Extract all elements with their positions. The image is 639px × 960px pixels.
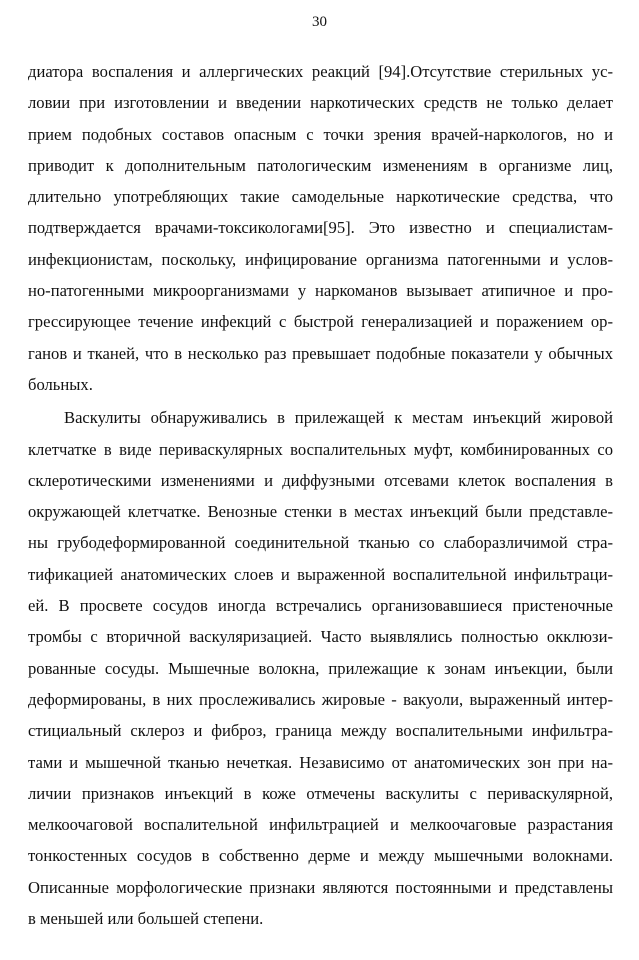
text-line: личии признаков инъекций в коже отмечены васкулиты с периваскулярной,: [28, 783, 613, 803]
text-line: склеротическими изменениями и диффузными отсевами клеток воспаления в: [28, 470, 613, 490]
body-text: [28, 56, 613, 934]
text-line: стициальный склероз и фиброз, граница между воспалительными инфильтра-: [28, 721, 613, 741]
text-line: прием подобных составов опасным с точки зрения врачей-наркологов, но и: [28, 124, 613, 144]
text-line: ганов и тканей, что в несколько раз превышает подобные показатели у обычных: [28, 343, 613, 363]
text-line: ловии при изготовлении и введении наркотических средств не только делает: [28, 93, 613, 113]
text-line: но-патогенными микроорганизмами у наркоманов вызывает атипичное и про-: [28, 281, 613, 301]
paragraph-1: [28, 56, 613, 400]
text-line: деформированы, в них прослеживались жировые - вакуоли, выраженный интер-: [28, 689, 613, 709]
text-line: рованные сосуды. Мышечные волокна, прилежащие к зонам инъекции, были: [28, 658, 613, 678]
text-line: в меньшей или большей степени.: [28, 909, 264, 929]
text-line: грессирующее течение инфекций с быстрой генерализацией и поражением ор-: [28, 312, 613, 332]
text-line: мелкоочаговой воспалительной инфильтрацией и мелкоочаговые разрастания: [28, 815, 613, 835]
text-line: длительно употребляющих такие самодельные наркотические средства, что: [28, 187, 613, 207]
text-line: тонкостенных сосудов в собственно дерме и между мышечными волокнами.: [28, 846, 613, 866]
text-line: больных.: [28, 374, 93, 394]
text-line: диатора воспаления и аллергических реакций [94].Отсутствие стерильных ус-: [28, 62, 613, 81]
text-line: окружающей клетчатке. Венозные стенки в местах инъекций были представле-: [28, 502, 613, 522]
text-line: Описанные морфологические признаки являются постоянными и представлены: [28, 877, 613, 897]
page-number: 30: [312, 14, 327, 30]
text-line: ны грубодеформированной соединительной тканью со слаборазличимой стра-: [28, 533, 613, 553]
text-line: клетчатке в виде периваскулярных воспалительных муфт, комбинированных со: [28, 439, 613, 459]
text-line: тами и мышечной тканью нечеткая. Независимо от анатомических зон при на-: [28, 752, 613, 772]
paragraph-2: [28, 402, 613, 934]
text-line: ей. В просвете сосудов иногда встречались организовавшиеся пристеночные: [28, 596, 613, 616]
text-line: тромбы с вторичной васкуляризацией. Часто выявлялись полностью окклюзи-: [28, 627, 613, 647]
text-line: инфекционистам, поскольку, инфицирование организма патогенными и услов-: [28, 249, 613, 269]
text-line: приводит к дополнительным патологическим изменениям в организме лиц,: [28, 155, 613, 175]
text-line: подтверждается врачами-токсикологами[95]. Это известно и специалистам-: [28, 218, 613, 238]
text-line: тификацией анатомических слоев и выраженной воспалительной инфильтраци-: [28, 564, 613, 584]
text-line: Васкулиты обнаруживались в прилежащей к местам инъекций жировой: [64, 408, 613, 428]
